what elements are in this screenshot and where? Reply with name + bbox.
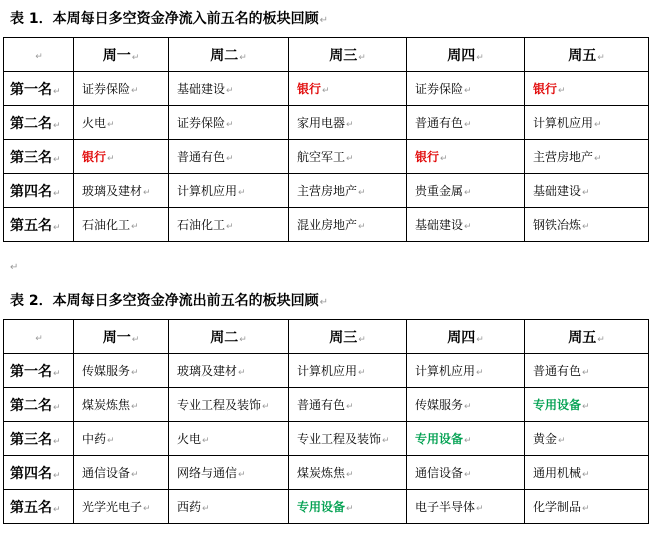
sector-cell: 煤炭炼焦↵	[74, 388, 169, 422]
rank-label: 第三名↵	[4, 422, 74, 456]
table-row	[4, 456, 649, 490]
sector-cell: 石油化工↵	[74, 208, 169, 242]
sector-cell: 石油化工↵	[169, 208, 289, 242]
sector-cell: 普通有色↵	[169, 140, 289, 174]
header-row	[4, 320, 649, 354]
sector-cell: 基础建设↵	[525, 174, 649, 208]
sector-cell: 计算机应用↵	[169, 174, 289, 208]
table-2-caption: 表 2．本周每日多空资金净流出前五名的板块回顾↵	[10, 293, 329, 309]
sector-cell: 证券保险↵	[407, 72, 525, 106]
sector-cell: 煤炭炼焦↵	[289, 456, 407, 490]
sector-cell: 主营房地产↵	[525, 140, 649, 174]
sector-cell: 计算机应用↵	[525, 106, 649, 140]
sector-cell: 家用电器↵	[289, 106, 407, 140]
day-header: 周四↵	[407, 38, 525, 72]
sector-cell: 证券保险↵	[74, 72, 169, 106]
table-row	[4, 354, 649, 388]
rank-label: 第二名↵	[4, 106, 74, 140]
day-header: 周三↵	[289, 38, 407, 72]
sector-cell: 银行↵	[525, 72, 649, 106]
sector-cell: 化学制品↵	[525, 490, 649, 524]
sector-cell: 普通有色↵	[289, 388, 407, 422]
sector-cell: 黄金↵	[525, 422, 649, 456]
sector-cell: 通信设备↵	[74, 456, 169, 490]
day-header: 周四↵	[407, 320, 525, 354]
sector-cell: 银行↵	[289, 72, 407, 106]
table-row	[4, 208, 649, 242]
day-header: 周一↵	[74, 38, 169, 72]
sector-cell: 计算机应用↵	[289, 354, 407, 388]
sector-cell: 西药↵	[169, 490, 289, 524]
sector-cell: 中药↵	[74, 422, 169, 456]
sector-cell: 传媒服务↵	[74, 354, 169, 388]
sector-cell: 玻璃及建材↵	[74, 174, 169, 208]
sector-cell: 计算机应用↵	[407, 354, 525, 388]
sector-cell: 专业工程及装饰↵	[169, 388, 289, 422]
day-header: 周三↵	[289, 320, 407, 354]
sector-cell: 银行↵	[74, 140, 169, 174]
rank-label: 第五名↵	[4, 208, 74, 242]
sector-cell: 专用设备↵	[525, 388, 649, 422]
table-row	[4, 72, 649, 106]
sector-cell: 银行↵	[407, 140, 525, 174]
sector-cell: 普通有色↵	[407, 106, 525, 140]
day-header: 周一↵	[74, 320, 169, 354]
sector-cell: 网络与通信↵	[169, 456, 289, 490]
sector-cell: 航空军工↵	[289, 140, 407, 174]
table-row	[4, 388, 649, 422]
outflow-table	[3, 319, 649, 524]
sector-cell: 钢铁冶炼↵	[525, 208, 649, 242]
day-header: 周五↵	[525, 38, 649, 72]
rank-label: 第三名↵	[4, 140, 74, 174]
sector-cell: 火电↵	[169, 422, 289, 456]
header-row	[4, 38, 649, 72]
table-row	[4, 422, 649, 456]
sector-cell: 玻璃及建材↵	[169, 354, 289, 388]
sector-cell: 普通有色↵	[525, 354, 649, 388]
sector-cell: 主营房地产↵	[289, 174, 407, 208]
empty-paragraph: ↵	[10, 262, 19, 273]
day-header: 周二↵	[169, 38, 289, 72]
rank-label: 第四名↵	[4, 174, 74, 208]
day-header: 周五↵	[525, 320, 649, 354]
rank-label: 第四名↵	[4, 456, 74, 490]
inflow-table	[3, 37, 649, 242]
sector-cell: 电子半导体↵	[407, 490, 525, 524]
rank-label: 第二名↵	[4, 388, 74, 422]
rank-label: 第五名↵	[4, 490, 74, 524]
sector-cell: 基础建设↵	[169, 72, 289, 106]
table-row	[4, 106, 649, 140]
corner-cell: ↵	[4, 320, 74, 354]
table-row	[4, 490, 649, 524]
corner-cell: ↵	[4, 38, 74, 72]
table-1-caption: 表 1．本周每日多空资金净流入前五名的板块回顾↵	[10, 11, 329, 27]
sector-cell: 通用机械↵	[525, 456, 649, 490]
sector-cell: 火电↵	[74, 106, 169, 140]
sector-cell: 光学光电子↵	[74, 490, 169, 524]
sector-cell: 贵重金属↵	[407, 174, 525, 208]
sector-cell: 证券保险↵	[169, 106, 289, 140]
rank-label: 第一名↵	[4, 72, 74, 106]
sector-cell: 专用设备↵	[289, 490, 407, 524]
day-header: 周二↵	[169, 320, 289, 354]
rank-label: 第一名↵	[4, 354, 74, 388]
sector-cell: 基础建设↵	[407, 208, 525, 242]
sector-cell: 混业房地产↵	[289, 208, 407, 242]
sector-cell: 专业工程及装饰↵	[289, 422, 407, 456]
sector-cell: 专用设备↵	[407, 422, 525, 456]
table-row	[4, 174, 649, 208]
sector-cell: 传媒服务↵	[407, 388, 525, 422]
sector-cell: 通信设备↵	[407, 456, 525, 490]
table-row	[4, 140, 649, 174]
